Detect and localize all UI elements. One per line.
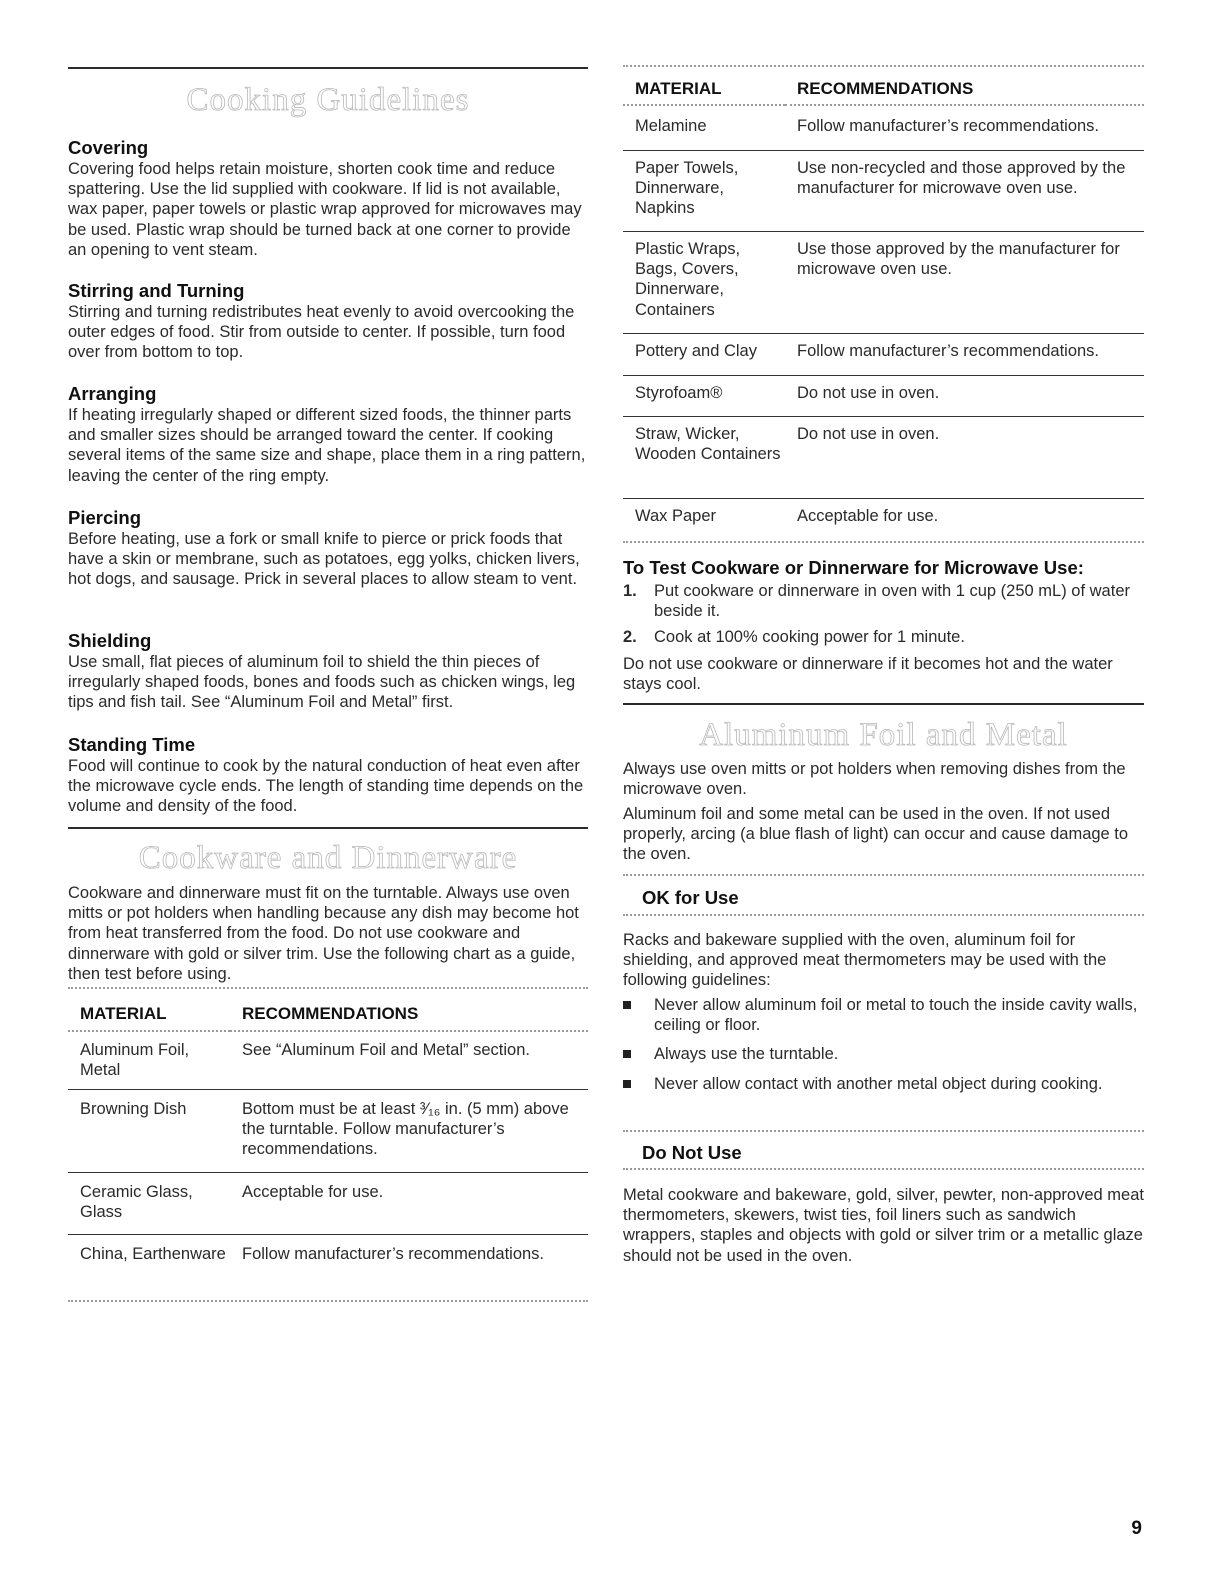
table-row xyxy=(68,1244,588,1296)
right-table-bottom-dotted-rule xyxy=(623,541,1144,543)
foil-paragraph-1: Always use oven mitts or pot holders when removing dishes from the microwave oven. xyxy=(623,760,1126,799)
material-cell: Pottery and Clay xyxy=(623,341,785,375)
top-rule xyxy=(68,67,588,69)
standing-time-text: Food will continue to cook by the natural conduction of heat even after the microwave cycle ends. The length of standing time depends on the volume and density of the food. xyxy=(68,757,584,816)
bullet-square-icon xyxy=(623,1001,631,1009)
foil-rule xyxy=(623,703,1144,705)
bullet-text: Always use the turntable. xyxy=(654,1045,839,1064)
material-cell: Styrofoam® xyxy=(623,383,785,416)
bullet-item xyxy=(623,1044,1144,1064)
table-row xyxy=(623,383,1144,416)
test-steps xyxy=(623,581,1144,648)
step-text: Put cookware or dinnerware in oven with 1 cup (250 mL) of water beside it. xyxy=(654,582,1130,621)
table-row xyxy=(68,1040,588,1089)
recommendations-column-header: RECOMMENDATIONS xyxy=(797,79,974,98)
step-number: 2. xyxy=(623,628,637,647)
shielding-section xyxy=(68,630,588,713)
table-row xyxy=(623,116,1144,150)
stirring-heading: Stirring and Turning xyxy=(68,280,245,301)
covering-heading: Covering xyxy=(68,137,149,158)
table-row xyxy=(68,1182,588,1234)
recommendation-cell: Acceptable for use. xyxy=(797,507,939,525)
bullet-square-icon xyxy=(623,1050,631,1058)
right-table-top-dotted-rule xyxy=(623,65,1144,67)
table-row xyxy=(623,239,1144,333)
step-number: 1. xyxy=(623,582,637,600)
material-cell: Paper Towels, Dinnerware, Napkins xyxy=(623,158,785,231)
material-column-header: MATERIAL xyxy=(80,1003,167,1023)
material-cell: Ceramic Glass, Glass xyxy=(68,1182,230,1234)
table-header-row xyxy=(623,74,1144,105)
test-note: Do not use cookware or dinnerware if it becomes hot and the water stays cool. xyxy=(623,654,1113,693)
shielding-heading: Shielding xyxy=(68,630,152,651)
recommendation-cell: Follow manufacturer’s recommendations. xyxy=(242,1245,545,1263)
test-step xyxy=(623,627,1144,647)
bullet-square-icon xyxy=(623,1080,631,1088)
page-number: 9 xyxy=(1131,1518,1142,1539)
ok-bullets xyxy=(623,995,1144,1094)
material-cell: Straw, Wicker, Wooden Containers xyxy=(623,424,785,498)
bullet-item xyxy=(623,995,1144,1035)
covering-text: Covering food helps retain moisture, shorten cook time and reduce spattering. Use the lid supplied with cookware. If lid is not available, wax paper, paper towels or plastic wrap approved for microwaves may be used. Plastic wrap should be turned back at one corner to provide an opening to vent steam. xyxy=(68,160,582,259)
table-row xyxy=(623,158,1144,231)
test-step xyxy=(623,581,1144,621)
bullet-item xyxy=(623,1074,1144,1094)
recommendation-cell: See “Aluminum Foil and Metal” section. xyxy=(230,1040,588,1089)
recommendation-cell: Use non-recycled and those approved by the manufacturer for microwave oven use. xyxy=(785,158,1144,231)
ok-top-dotted-rule xyxy=(623,874,1144,876)
table-top-dotted-rule xyxy=(68,987,588,989)
cookware-table-right xyxy=(623,74,1144,536)
table-row xyxy=(68,1099,588,1172)
table-header-row xyxy=(68,997,588,1031)
table-row xyxy=(623,506,1144,536)
cookware-title: Cookware and Dinnerware xyxy=(138,840,518,876)
foil-paragraph-2: Aluminum foil and some metal can be used in the oven. If not used properly, arcing (a blue flash of light) can occur and cause damage to the oven. xyxy=(623,805,1129,864)
material-cell: Melamine xyxy=(623,116,785,150)
test-heading: To Test Cookware or Dinnerware for Microwave Use: xyxy=(623,557,1084,578)
foil-title: Aluminum Foil and Metal xyxy=(699,717,1068,753)
recommendation-cell: Use those approved by the manufacturer for microwave oven use. xyxy=(785,239,1144,333)
material-cell: China, Earthenware xyxy=(80,1245,226,1263)
piercing-heading: Piercing xyxy=(68,507,141,528)
test-section xyxy=(623,557,1144,694)
material-column-header: MATERIAL xyxy=(635,79,722,98)
ok-for-use-heading: OK for Use xyxy=(642,887,739,908)
material-cell: Wax Paper xyxy=(635,507,717,525)
stirring-section xyxy=(68,280,588,363)
covering-section xyxy=(68,137,588,260)
stirring-text: Stirring and turning redistributes heat evenly to avoid overcooking the outer edges of food. Stir from outside to center. If possible, turn food over from bottom to top. xyxy=(68,303,575,362)
piercing-text: Before heating, use a fork or small knife to pierce or prick foods that have a skin or membrane, such as potatoes, egg yolks, chicken livers, hot dogs, and sausage. Prick in several places to allow steam to vent. xyxy=(68,530,580,589)
ok-text: Racks and bakeware supplied with the oven, aluminum foil for shielding, and approved meat thermometers may be used with the following guidelines: xyxy=(623,931,1107,990)
recommendations-column-header: RECOMMENDATIONS xyxy=(242,1003,419,1023)
cookware-rule xyxy=(68,827,588,829)
cooking-guidelines-title: Cooking Guidelines xyxy=(186,82,470,118)
bullet-text: Never allow aluminum foil or metal to touch the inside cavity walls, ceiling or floor. xyxy=(654,996,1138,1035)
do-not-use-heading: Do Not Use xyxy=(642,1142,742,1163)
table-row xyxy=(623,341,1144,375)
recommendation-cell: Do not use in oven. xyxy=(785,383,1144,416)
cookware-intro: Cookware and dinnerware must fit on the turntable. Always use oven mitts or pot holders when handling because any dish may become hot from heat transferred from the food. Do not use cookware and dinnerware with gold or silver trim. Use the following chart as a guide, then test before using. xyxy=(68,884,579,983)
recommendation-cell: Acceptable for use. xyxy=(230,1182,588,1234)
step-text: Cook at 100% cooking power for 1 minute. xyxy=(654,628,965,647)
arranging-section xyxy=(68,383,588,486)
material-cell: Aluminum Foil, Metal xyxy=(68,1040,230,1089)
no-top-dotted-rule xyxy=(623,1130,1144,1132)
standing-time-section xyxy=(68,734,588,817)
do-not-use-text: Metal cookware and bakeware, gold, silver, pewter, non-approved meat thermometers, skewers, twist ties, foil liners such as sandwich wrappers, staples and objects with gold or silver trim or a metallic glaze should not be used in the oven. xyxy=(623,1186,1144,1265)
no-bottom-dotted-rule xyxy=(623,1168,1144,1170)
shielding-text: Use small, flat pieces of aluminum foil to shield the thin pieces of irregularly shaped foods, bones and foods such as chicken wings, leg tips and fish tail. See “Aluminum Foil and Metal” first. xyxy=(68,653,576,712)
cookware-table-left xyxy=(68,997,588,1296)
recommendation-cell: Do not use in oven. xyxy=(785,424,1144,498)
arranging-text: If heating irregularly shaped or different sized foods, the thinner parts and smaller sizes should be arranged toward the center. If cooking several items of the same size and shape, place them in a ring pattern, leaving the center of the ring empty. xyxy=(68,406,586,485)
table-bottom-dotted-rule xyxy=(68,1300,588,1302)
ok-bottom-dotted-rule xyxy=(623,914,1144,916)
standing-time-heading: Standing Time xyxy=(68,734,196,755)
table-row xyxy=(623,424,1144,498)
recommendation-cell: Bottom must be at least ³⁄₁₆ in. (5 mm) above the turntable. Follow manufacturer’s recommendations. xyxy=(230,1099,588,1172)
material-cell: Browning Dish xyxy=(68,1099,230,1172)
arranging-heading: Arranging xyxy=(68,383,157,404)
piercing-section xyxy=(68,507,588,590)
recommendation-cell: Follow manufacturer’s recommendations. xyxy=(785,116,1144,150)
material-cell: Plastic Wraps, Bags, Covers, Dinnerware, Containers xyxy=(623,239,785,333)
recommendation-cell: Follow manufacturer’s recommendations. xyxy=(785,341,1144,375)
bullet-text: Never allow contact with another metal object during cooking. xyxy=(654,1074,1103,1093)
